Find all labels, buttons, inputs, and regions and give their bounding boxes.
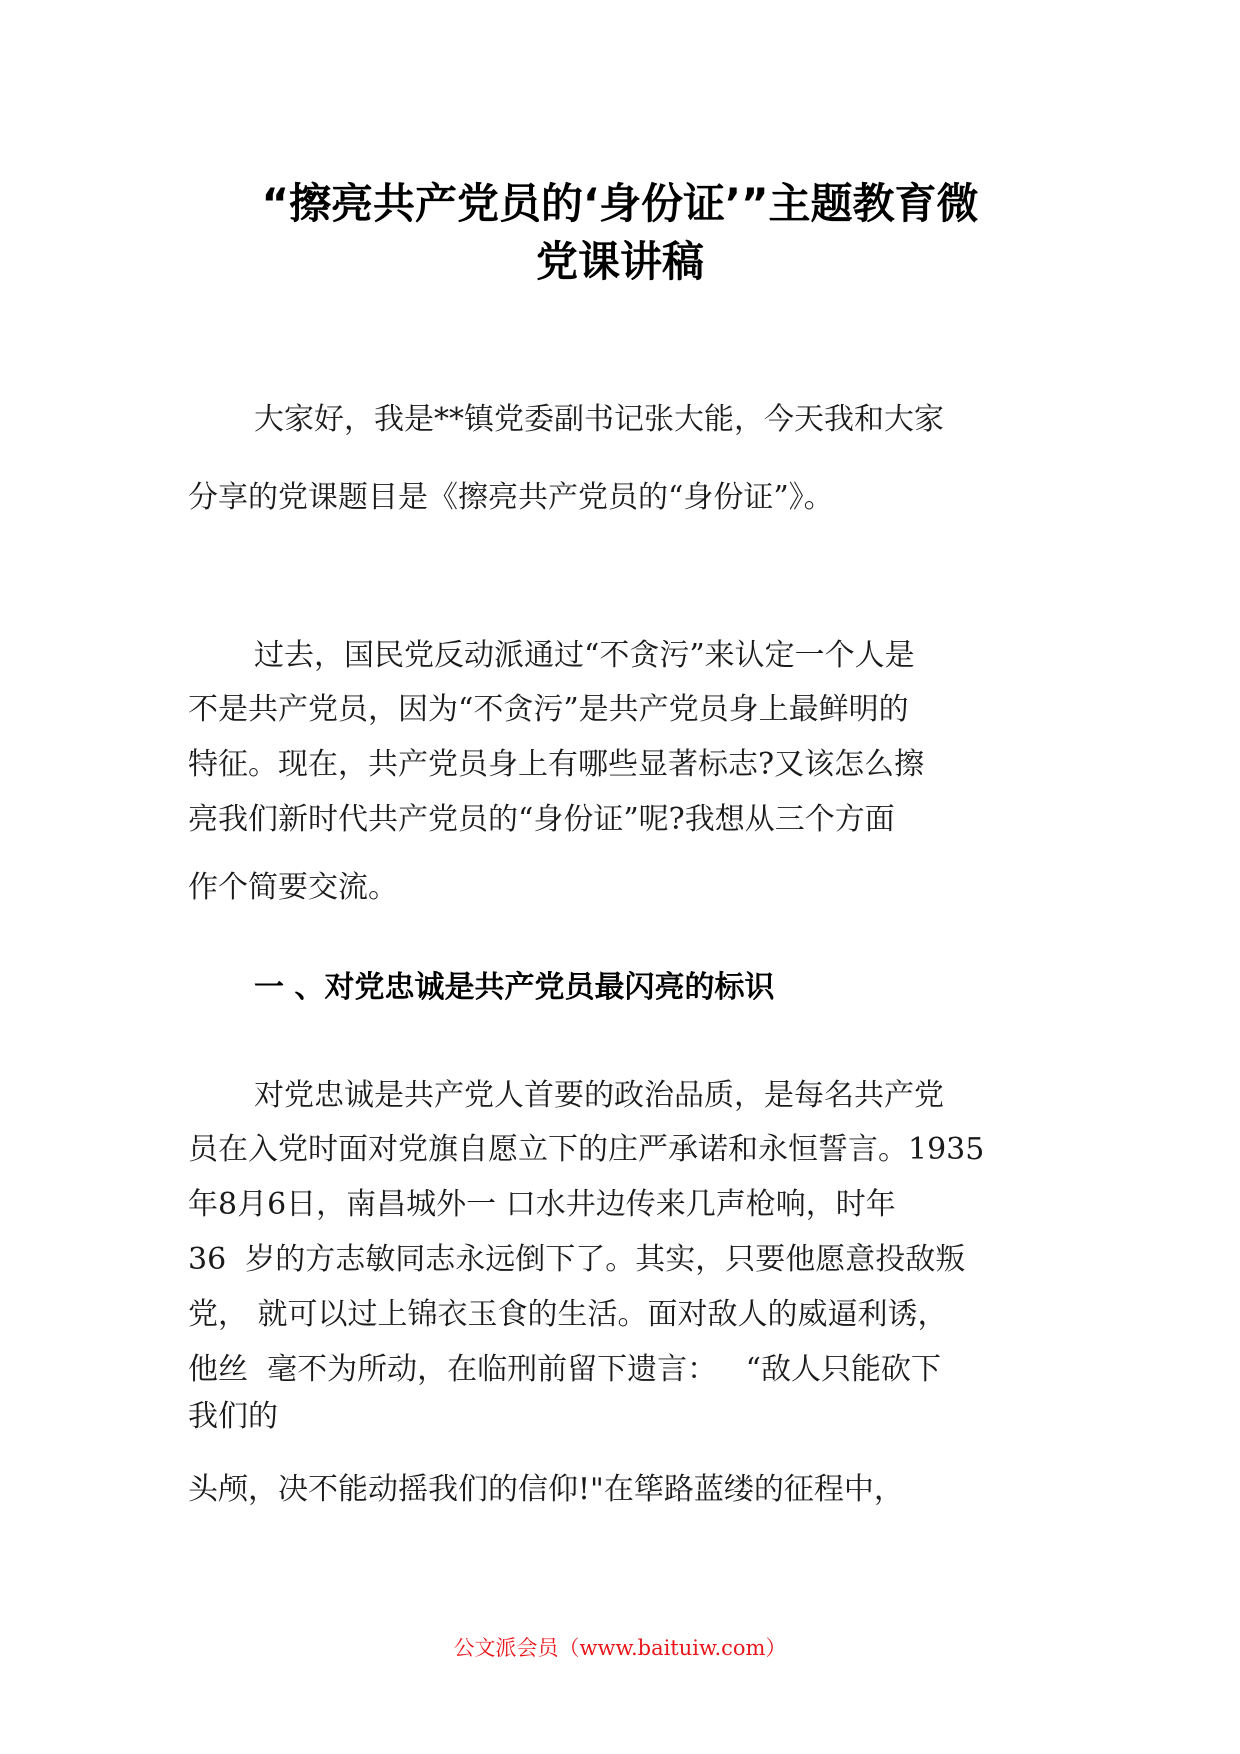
footer-watermark-link[interactable]: 公文派会员（www.baituiw.com） (453, 1636, 787, 1660)
section-heading-1: 一 、对党忠诚是共产党员最闪亮的标识 (254, 970, 775, 1005)
paragraph-3-line-4: 36 岁的方志敏同志永远倒下了。其实，只要他愿意投敌叛 (188, 1242, 966, 1277)
paragraph-3-line-3: 年8月6日，南昌城外一 口水井边传来几声枪响，时年 (188, 1187, 896, 1222)
paragraph-3-line-8: 头颅，决不能动摇我们的信仰!"在筚路蓝缕的征程中， (188, 1472, 904, 1507)
paragraph-2-line-3: 特征。现在，共产党员身上有哪些显著标志?又该怎么擦 (188, 747, 925, 782)
paragraph-2-line-2: 不是共产党员，因为“不贪污”是共产党员身上最鲜明的 (188, 692, 909, 727)
paragraph-3-line-6: 他丝 毫不为所动，在临刑前留下遗言： “敌人只能砍下 (188, 1352, 942, 1387)
paragraph-3-line-2: 员在入党时面对党旗自愿立下的庄严承诺和永恒誓言。1935 (188, 1132, 985, 1167)
paragraph-1-line-2: 分享的党课题目是《擦亮共产党员的“身份证”》。 (188, 480, 834, 515)
paragraph-3-line-5: 党， 就可以过上锦衣玉食的生活。面对敌人的威逼利诱， (188, 1297, 948, 1332)
document-title-line-2: 党课讲稿 (535, 237, 704, 286)
paragraph-1-line-1: 大家好，我是**镇党委副书记张大能，今天我和大家 (254, 402, 944, 437)
paragraph-3-line-1: 对党忠诚是共产党人首要的政治品质，是每名共产党 (254, 1078, 944, 1113)
paragraph-2-line-5: 作个简要交流。 (188, 870, 398, 905)
paragraph-3-line-7: 我们的 (188, 1399, 278, 1434)
document-title-line-1: “擦亮共产党员的‘身份证’”主题教育微 (261, 179, 979, 228)
paragraph-2-line-1: 过去，国民党反动派通过“不贪污”来认定一个人是 (254, 638, 915, 673)
paragraph-2-line-4: 亮我们新时代共产党员的“身份证”呢?我想从三个方面 (188, 802, 895, 837)
